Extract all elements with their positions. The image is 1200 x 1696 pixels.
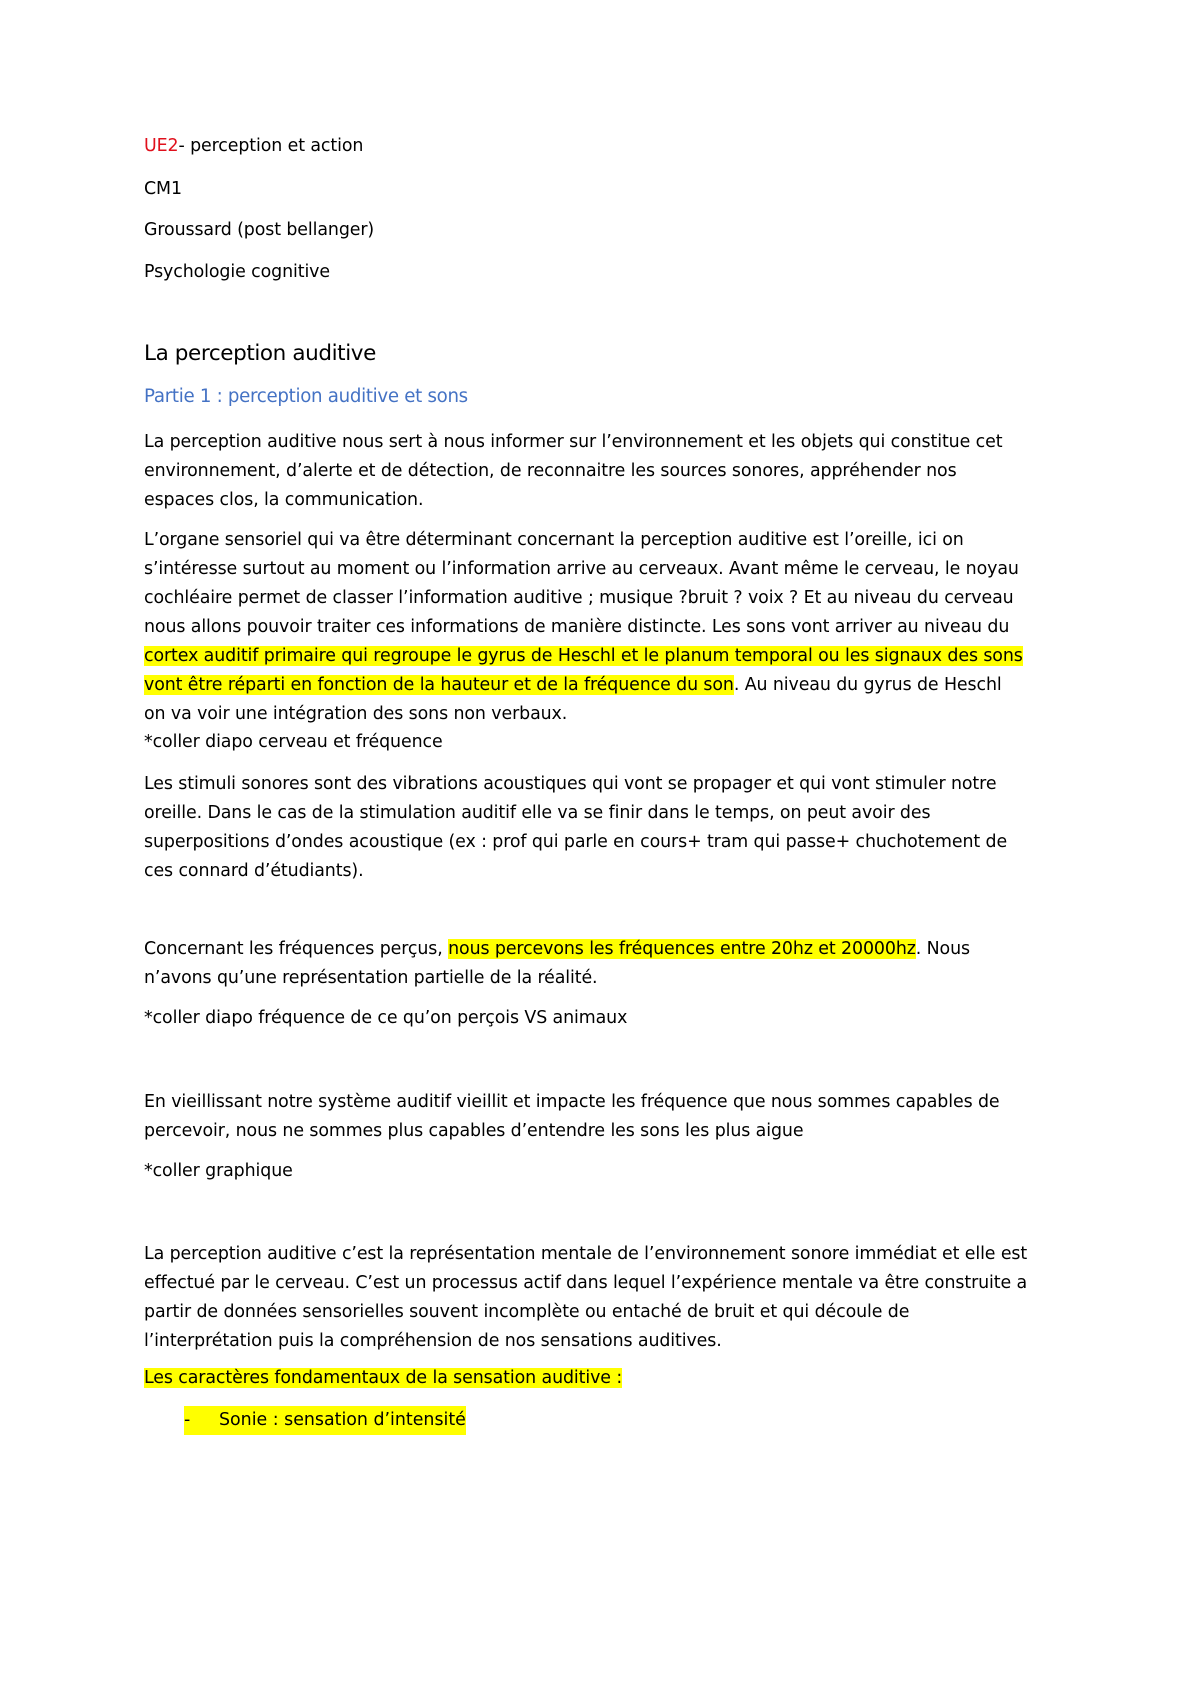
text-line: La perception auditive c’est la représentation mentale de l’environnement sonore immédiat et elle est: [144, 1244, 1028, 1264]
text-line: n’avons qu’une représentation partielle de la réalité.: [144, 968, 598, 988]
section-label: [144, 1364, 622, 1393]
text-line: [144, 935, 970, 964]
text-line: oreille. Dans le cas de la stimulation auditif elle va se finir dans le temps, on peut avoir des: [144, 803, 931, 823]
highlighted-text: nous percevons les fréquences entre 20hz et 20000hz: [448, 939, 916, 959]
note-line: *coller diapo cerveau et fréquence: [144, 732, 443, 752]
paragraph-frequencies: [144, 935, 970, 993]
text-line: [144, 642, 1023, 671]
text-line: En vieillissant notre système auditif vieillit et impacte les fréquence que nous sommes capables de: [144, 1092, 1000, 1112]
text-line: nous allons pouvoir traiter ces informations de manière distincte. Les sons vont arriver au niveau du: [144, 617, 1010, 637]
highlighted-text: Les caractères fondamentaux de la sensation auditive :: [144, 1368, 623, 1388]
highlighted-text: vont être réparti en fonction de la hauteur et de la fréquence du son: [144, 675, 734, 695]
text-line: cochléaire permet de classer l’information auditive ; musique ?bruit ? voix ? Et au niveau du cerveau: [144, 588, 1014, 608]
text-line: La perception auditive nous sert à nous informer sur l’environnement et les objets qui constitue cet: [144, 432, 1003, 452]
note-line: *coller graphique: [144, 1161, 293, 1181]
text-line: L’organe sensoriel qui va être déterminant concernant la perception auditive est l’oreille, ici on: [144, 530, 964, 550]
text-line: espaces clos, la communication.: [144, 490, 424, 510]
page-content: [144, 0, 1074, 1696]
text-line: s’intéresse surtout au moment ou l’information arrive au cerveaux. Avant même le cerveau, le noyau: [144, 559, 1019, 579]
list-item: [184, 1406, 466, 1435]
text-line: ces connard d’étudiants).: [144, 861, 364, 881]
text-line: environnement, d’alerte et de détection, de reconnaitre les sources sonores, appréhender nos: [144, 461, 957, 481]
subject-name: Psychologie cognitive: [144, 262, 330, 282]
section-heading: Partie 1 : perception auditive et sons: [144, 386, 468, 407]
text-line: Les stimuli sonores sont des vibrations acoustiques qui vont se propager et qui vont stimuler notre: [144, 774, 997, 794]
text-line: effectué par le cerveau. C’est un processus actif dans lequel l’expérience mentale va être construite a: [144, 1273, 1028, 1293]
note-line: *coller diapo fréquence de ce qu’on perçois VS animaux: [144, 1008, 628, 1028]
text-span: Concernant les fréquences perçus,: [144, 939, 449, 959]
paragraph-intro: [144, 428, 1002, 515]
text-line: partir de données sensorielles souvent incomplète ou entaché de bruit et qui découle de: [144, 1302, 910, 1322]
text-span: . Nous: [915, 939, 970, 959]
lecturer-name: Groussard (post bellanger): [144, 220, 375, 240]
course-title: [144, 132, 363, 161]
bullet-dash: -: [184, 1410, 191, 1430]
text-line: superpositions d’ondes acoustique (ex : prof qui parle en cours+ tram qui passe+ chuchotement de: [144, 832, 1008, 852]
lecture-number: CM1: [144, 179, 182, 199]
list-item-text: Sonie : sensation d’intensité: [219, 1410, 466, 1430]
highlighted-text: cortex auditif primaire qui regroupe le gyrus de Heschl et le planum temporal ou les signaux des sons: [144, 646, 1023, 666]
text-line: l’interprétation puis la compréhension de nos sensations auditives.: [144, 1331, 722, 1351]
paragraph-definition: [144, 1240, 1027, 1356]
text-line: [144, 671, 1023, 700]
paragraph-aging: [144, 1088, 1000, 1146]
paragraph-stimuli: [144, 770, 1007, 886]
course-title-text: - perception et action: [178, 136, 364, 156]
page-heading: La perception auditive: [144, 341, 376, 366]
text-line: on va voir une intégration des sons non verbaux.: [144, 704, 568, 724]
paragraph-organ: [144, 526, 1023, 729]
text-line: percevoir, nous ne sommes plus capables d’entendre les sons les plus aigue: [144, 1121, 804, 1141]
course-code: UE2: [144, 136, 179, 156]
text-span: . Au niveau du gyrus de Heschl: [733, 675, 1002, 695]
